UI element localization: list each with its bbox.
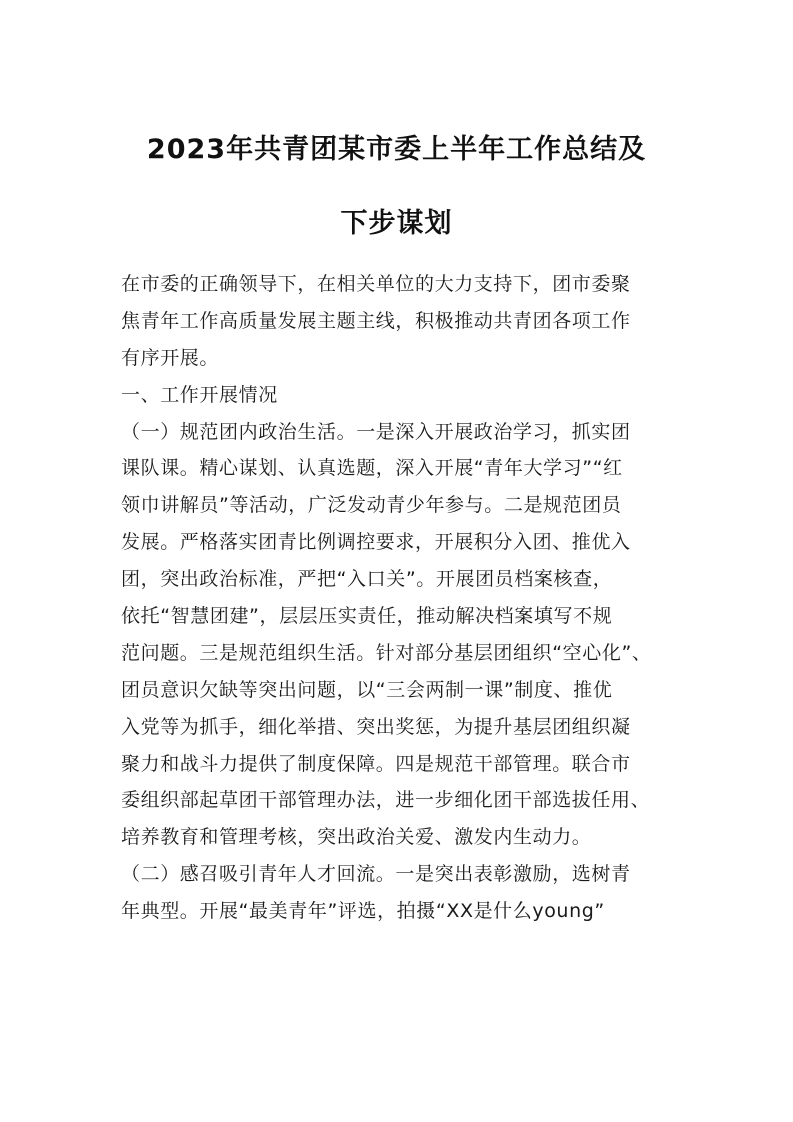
body-line: 依托“智慧团建”，层层压实责任，推动解决档案填写不规	[121, 605, 613, 628]
body-line: 团，突出政治标准，严把“入口关”。开展团员档案核查，	[121, 568, 613, 591]
body-line: 课队课。精心谋划、认真选题，深入开展“青年大学习”“红	[121, 457, 623, 480]
body-line: 年典型。开展“最美青年”评选，拍摄“XX是什么young”	[121, 900, 605, 923]
body-line: 入党等为抓手，细化举措、突出奖惩，为提升基层团组织凝	[121, 715, 631, 738]
body-line: （一）规范团内政治生活。一是深入开展政治学习，抓实团	[121, 420, 631, 443]
body-line: 范问题。三是规范组织生活。针对部分基层团组织“空心化”、	[121, 641, 652, 664]
document-title-line-2: 下步谋划	[340, 208, 453, 239]
body-line: 焦青年工作高质量发展主题主线，积极推动共青团各项工作	[121, 309, 631, 332]
body-line: 领巾讲解员”等活动，广泛发动青少年参与。二是规范团员	[121, 494, 622, 517]
body-line: 团员意识欠缺等突出问题，以“三会两制一课”制度、推优	[121, 678, 613, 701]
body-line: （二）感召吸引青年人才回流。一是突出表彰激励，选树青	[121, 863, 631, 886]
section-heading: 一、工作开展情况	[121, 383, 278, 406]
document-title-line-1: 2023年共青团某市委上半年工作总结及	[146, 134, 647, 165]
body-line: 发展。严格落实团青比例调控要求，开展积分入团、推优入	[121, 531, 631, 554]
body-line: 委组织部起草团干部管理办法，进一步细化团干部选拔任用、	[121, 789, 651, 812]
body-line: 培养教育和管理考核，突出政治关爱、激发内生动力。	[121, 826, 592, 849]
body-line: 在市委的正确领导下，在相关单位的大力支持下，团市委聚	[121, 273, 631, 295]
body-line: 聚力和战斗力提供了制度保障。四是规范干部管理。联合市	[121, 752, 631, 775]
body-line: 有序开展。	[121, 346, 220, 369]
document-body	[121, 266, 701, 930]
